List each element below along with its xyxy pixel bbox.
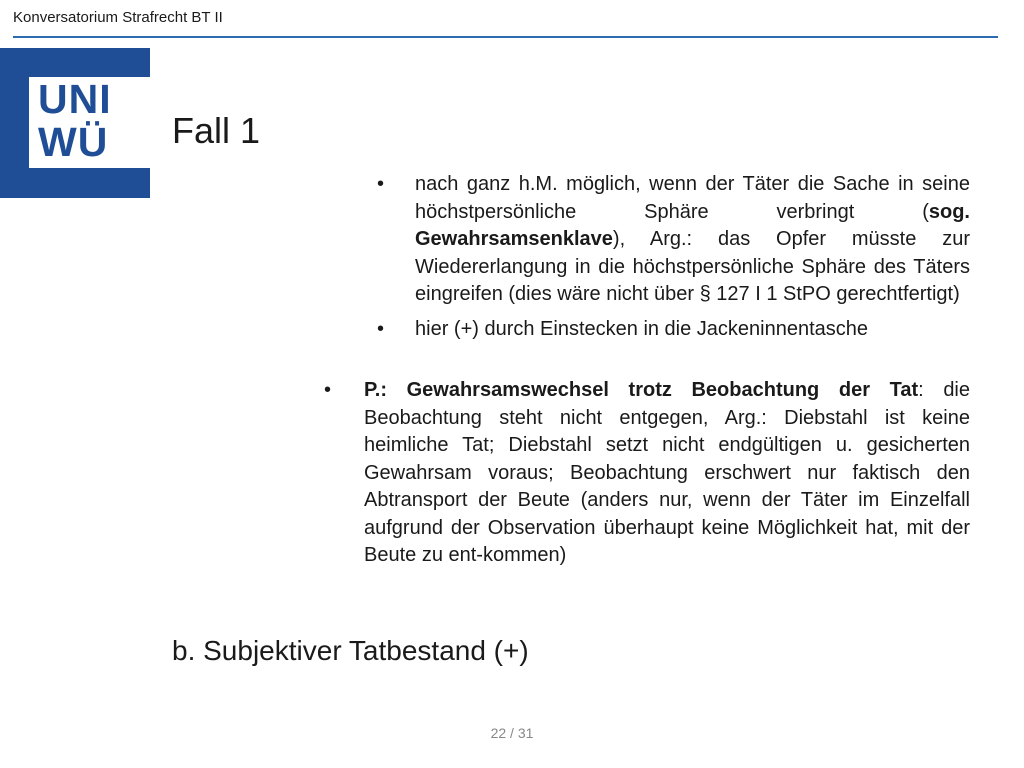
sub-bullet-list — [377, 171, 970, 350]
main-bullet-item — [324, 377, 971, 570]
logo-line-1: UNI — [38, 76, 112, 122]
main-bullet-list — [324, 377, 971, 570]
bullet-marker: • — [324, 379, 332, 401]
sub-bullet-item — [377, 316, 970, 344]
bullet-bold-text: P.: Gewahrsamswechsel trotz Beobachtung der Tat — [364, 379, 919, 401]
bullet-marker: • — [377, 173, 385, 195]
bullet-text: hier (+) durch Einstecken in die Jackeninnentasche — [415, 317, 869, 340]
header-divider — [13, 36, 998, 38]
sub-bullet-item — [377, 171, 970, 309]
bullet-marker: • — [377, 317, 385, 340]
bullet-text: : die Beobachtung steht nicht entgegen, Arg.: Diebstahl ist keine heimliche Tat; Diebstahl setzt nicht endgültigen u. gesicherten Gewahrsam voraus; Beobachtung erschwert nur faktisch den Abtransport der Beute (anders nur, wenn der Täter im Einzelfall aufgrund der Observation überhaupt keine Möglichkeit hat, mit der Beute zu ent-kommen) — [364, 379, 971, 566]
bullet-bold-text: sog. Gewahrsamsenklave — [415, 200, 970, 250]
slide-title: Fall 1 — [172, 110, 261, 151]
header-title: Konversatorium Strafrecht BT II — [13, 9, 223, 26]
logo-text — [38, 78, 150, 164]
bullet-text: nach ganz h.M. möglich, wenn der Täter die Sache in seine höchstpersönliche Sphäre verbringt ( — [415, 173, 970, 223]
university-logo — [0, 48, 150, 198]
section-heading: b. Subjektiver Tatbestand (+) — [172, 635, 529, 666]
logo-line-2: WÜ — [38, 119, 109, 165]
page-number: 22 / 31 — [490, 725, 534, 741]
bullet-text-after: ), Arg.: das Opfer müsste zur Wiedererlangung in die höchstpersönliche Sphäre des Täters eingreifen (dies wäre nicht über § 127 I 1 StPO gerechtfertigt) — [415, 228, 970, 305]
